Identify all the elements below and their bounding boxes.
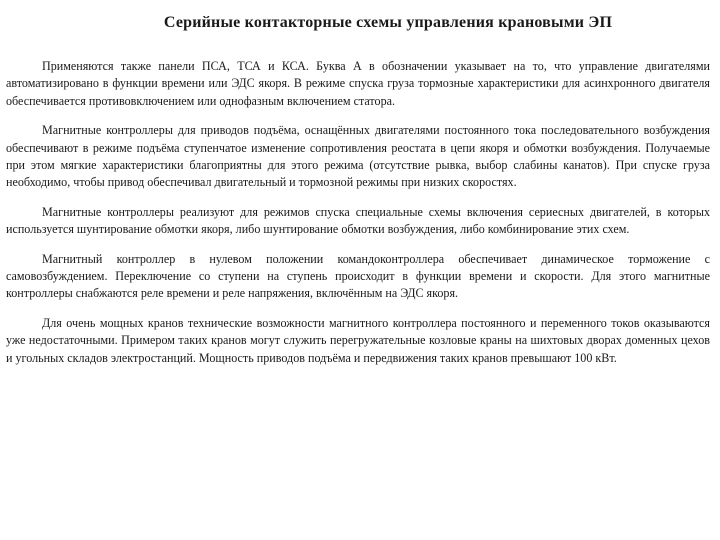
paragraph-1: Применяются также панели ПСА, ТСА и КСА. Буква А в обозначении указывает на то, что управление двигателями автоматизировано в функции времени или ЭДС якоря. В режиме спуска груза тормозные характеристики для асинхронного двигателя обеспечивается противовключением или однофазным включением статора.: [6, 59, 710, 108]
paragraph-3: Магнитные контроллеры реализуют для режимов спуска специальные схемы включения сериесных двигателей, в которых используется шунтирование обмотки якоря, либо шунтирование обмотки возбуждения, либо комбинирование этих схем.: [6, 204, 710, 237]
paragraph-5: Для очень мощных кранов технические возможности магнитного контроллера постоянного и переменного токов оказываются уже недостаточными. Примером таких кранов могут служить перегружательные козловые краны на шихтовых дворах доменных цехов и угольных складов электростанций. Мощность приводов подъёма и передвижения таких кранов превышают 100 кВт.: [6, 315, 710, 365]
paragraph-2: Магнитные контроллеры для приводов подъёма, оснащённых двигателями постоянного тока последовательного возбуждения обеспечивают в режиме подъёма ступенчатое изменение сопротивления реостата в цепи якоря и обмотки возбуждения. Получаемые при этом мягкие характеристики благоприятны для этого режима (отсутствие рывка, выбор слабины канатов). При спуске груза необходимо, чтобы привод обеспечивал двигательный и тормозной режимы при низких скоростях.: [6, 123, 710, 190]
document-page: [6, 14, 710, 379]
paragraph-4: Магнитный контроллер в нулевом положении командоконтроллера обеспечивает динамическое торможение с самовозбуждением. Переключение со ступени на ступень происходит в функции времени и скорости. Для этого магнитные контроллеры снабжаются реле времени и реле напряжения, включённым на ЭДС якоря.: [6, 251, 710, 301]
page-title: Серийные контакторные схемы управления крановыми ЭП: [163, 14, 613, 31]
